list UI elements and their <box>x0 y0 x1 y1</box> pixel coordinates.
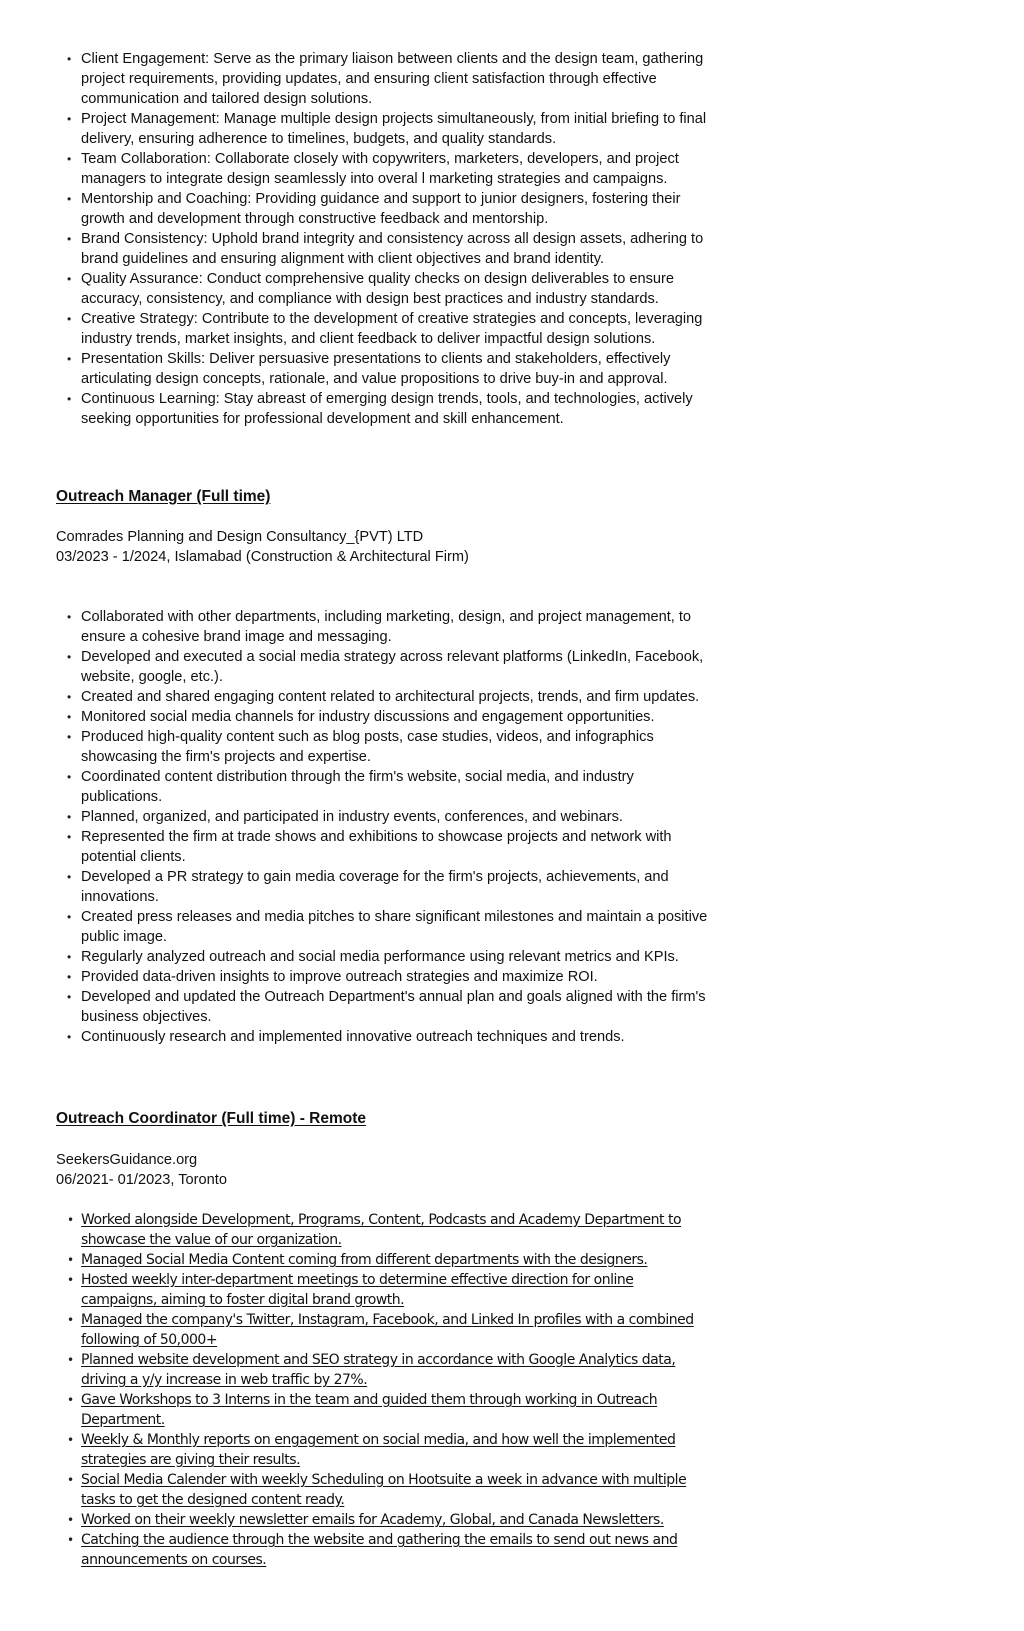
list-item: • Created and shared engaging content related to architectural projects, trends, and firm updates. <box>56 687 711 707</box>
job-meta-outreach-coordinator <box>56 1150 227 1190</box>
list-item: • Provided data-driven insights to improve outreach strategies and maximize ROI. <box>56 967 711 987</box>
list-item: • Continuous Learning: Stay abreast of emerging design trends, tools, and technologies, actively seeking opportunities for professional development and skill enhancement. <box>56 389 711 429</box>
list-item: • Worked on their weekly newsletter emails for Academy, Global, and Canada Newsletters. <box>56 1510 711 1530</box>
list-item: • Collaborated with other departments, including marketing, design, and project management, to ensure a cohesive brand image and messaging. <box>56 607 711 647</box>
list-item: • Mentorship and Coaching: Providing guidance and support to junior designers, fostering their growth and development through constructive feedback and mentorship. <box>56 189 711 229</box>
job-title-outreach-manager: Outreach Manager (Full time) <box>56 488 271 505</box>
list-item: • Developed a PR strategy to gain media coverage for the firm's projects, achievements, and innovations. <box>56 867 711 907</box>
job-meta-outreach-manager <box>56 527 469 567</box>
list-item: • Created press releases and media pitches to share significant milestones and maintain a positive public image. <box>56 907 711 947</box>
list-item: • Quality Assurance: Conduct comprehensive quality checks on design deliverables to ensure accuracy, consistency, and compliance with design best practices and industry standards. <box>56 269 711 309</box>
list-item: • Planned website development and SEO strategy in accordance with Google Analytics data, driving a y/y increase in web traffic by 27%. <box>56 1350 711 1390</box>
job-title-outreach-coordinator: Outreach Coordinator (Full time) - Remote <box>56 1110 367 1127</box>
responsibilities-list <box>56 49 711 429</box>
outreach-coordinator-list <box>56 1210 711 1570</box>
list-item: • Planned, organized, and participated in industry events, conferences, and webinars. <box>56 807 711 827</box>
list-item: • Developed and executed a social media strategy across relevant platforms (LinkedIn, Facebook, website, google, etc.). <box>56 647 711 687</box>
list-item: • Developed and updated the Outreach Department's annual plan and goals aligned with the firm's business objectives. <box>56 987 711 1027</box>
list-item: • Coordinated content distribution through the firm's website, social media, and industry publications. <box>56 767 711 807</box>
list-item: • Weekly & Monthly reports on engagement on social media, and how well the implemented strategies are giving their results. <box>56 1430 711 1470</box>
list-item: • Catching the audience through the website and gathering the emails to send out news and announcements on courses. <box>56 1530 711 1570</box>
list-item: • Hosted weekly inter-department meetings to determine effective direction for online campaigns, aiming to foster digital brand growth. <box>56 1270 711 1310</box>
list-item: • Creative Strategy: Contribute to the development of creative strategies and concepts, leveraging industry trends, market insights, and client feedback to deliver impactful design solutions. <box>56 309 711 349</box>
list-item: • Client Engagement: Serve as the primary liaison between clients and the design team, gathering project requirements, providing updates, and ensuring client satisfaction through effective communication and tailored design solutions. <box>56 49 711 109</box>
list-item: • Continuously research and implemented innovative outreach techniques and trends. <box>56 1027 711 1047</box>
job-period: 06/2021- 01/2023, Toronto <box>56 1172 227 1188</box>
list-item: • Project Management: Manage multiple design projects simultaneously, from initial briefing to final delivery, ensuring adherence to timelines, budgets, and quality standards. <box>56 109 711 149</box>
list-item: • Monitored social media channels for industry discussions and engagement opportunities. <box>56 707 711 727</box>
job-period: 03/2023 - 1/2024, Islamabad (Construction & Architectural Firm) <box>56 549 469 565</box>
list-item: • Managed the company's Twitter, Instagram, Facebook, and Linked In profiles with a combined following of 50,000+ <box>56 1310 711 1350</box>
list-item: • Gave Workshops to 3 Interns in the team and guided them through working in Outreach Department. <box>56 1390 711 1430</box>
list-item: • Produced high-quality content such as blog posts, case studies, videos, and infographics showcasing the firm's projects and expertise. <box>56 727 711 767</box>
list-item: • Managed Social Media Content coming from different departments with the designers. <box>56 1250 711 1270</box>
list-item: • Regularly analyzed outreach and social media performance using relevant metrics and KPIs. <box>56 947 711 967</box>
list-item: • Represented the firm at trade shows and exhibitions to showcase projects and network with potential clients. <box>56 827 711 867</box>
company-name: Comrades Planning and Design Consultancy_{PVT) LTD <box>56 529 424 545</box>
list-item: • Presentation Skills: Deliver persuasive presentations to clients and stakeholders, effectively articulating design concepts, rationale, and value propositions to drive buy-in and approval. <box>56 349 711 389</box>
list-item: • Worked alongside Development, Programs, Content, Podcasts and Academy Department to showcase the value of our organization. <box>56 1210 711 1250</box>
list-item: • Social Media Calender with weekly Scheduling on Hootsuite a week in advance with multiple tasks to get the designed content ready. <box>56 1470 711 1510</box>
list-item: • Brand Consistency: Uphold brand integrity and consistency across all design assets, adhering to brand guidelines and ensuring alignment with client objectives and brand identity. <box>56 229 711 269</box>
list-item: • Team Collaboration: Collaborate closely with copywriters, marketers, developers, and project managers to integrate design seamlessly into overal l marketing strategies and campaigns. <box>56 149 711 189</box>
outreach-manager-list <box>56 607 711 1047</box>
company-name: SeekersGuidance.org <box>56 1152 198 1168</box>
